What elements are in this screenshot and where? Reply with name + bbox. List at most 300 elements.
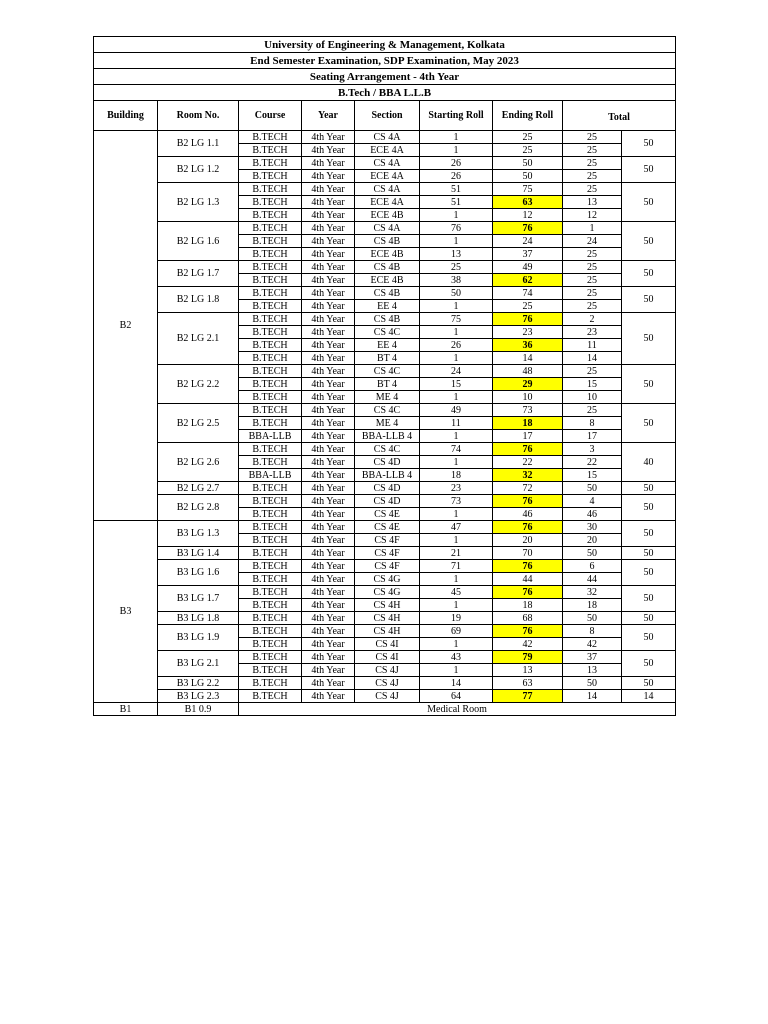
building-cell: B1 (94, 703, 158, 716)
room-total-cell: 50 (622, 287, 676, 313)
room-cell: B3 LG 2.1 (158, 651, 239, 677)
section-count-cell: 1 (563, 222, 622, 235)
table-row (94, 222, 676, 235)
section-count-cell: 23 (563, 326, 622, 339)
starting-roll-cell: 1 (420, 599, 493, 612)
starting-roll-cell: 1 (420, 430, 493, 443)
year-cell: 4th Year (302, 534, 355, 547)
section-cell: CS 4C (355, 404, 420, 417)
ending-roll-cell: 79 (493, 651, 563, 664)
year-cell: 4th Year (302, 430, 355, 443)
room-total-cell: 50 (622, 365, 676, 404)
section-cell: CS 4J (355, 664, 420, 677)
section-count-cell: 44 (563, 573, 622, 586)
starting-roll-cell: 50 (420, 287, 493, 300)
section-cell: CS 4E (355, 508, 420, 521)
section-count-cell: 10 (563, 391, 622, 404)
col-header-ending-roll: Ending Roll (493, 101, 563, 131)
course-cell: B.TECH (239, 209, 302, 222)
course-cell: B.TECH (239, 391, 302, 404)
seating-table (93, 36, 676, 716)
room-cell: B3 LG 1.3 (158, 521, 239, 547)
room-total-cell: 50 (622, 131, 676, 157)
starting-roll-cell: 1 (420, 235, 493, 248)
year-cell: 4th Year (302, 365, 355, 378)
course-cell: B.TECH (239, 326, 302, 339)
year-cell: 4th Year (302, 326, 355, 339)
ending-roll-cell: 23 (493, 326, 563, 339)
ending-roll-cell: 75 (493, 183, 563, 196)
ending-roll-cell: 76 (493, 222, 563, 235)
year-cell: 4th Year (302, 690, 355, 703)
year-cell: 4th Year (302, 404, 355, 417)
section-count-cell: 42 (563, 638, 622, 651)
course-cell: B.TECH (239, 339, 302, 352)
section-cell: ECE 4B (355, 248, 420, 261)
year-cell: 4th Year (302, 261, 355, 274)
ending-roll-cell: 17 (493, 430, 563, 443)
room-total-cell: 50 (622, 612, 676, 625)
year-cell: 4th Year (302, 573, 355, 586)
course-cell: B.TECH (239, 599, 302, 612)
section-cell: CS 4I (355, 638, 420, 651)
ending-roll-cell: 37 (493, 248, 563, 261)
section-cell: ECE 4A (355, 144, 420, 157)
room-cell: B3 LG 1.9 (158, 625, 239, 651)
starting-roll-cell: 1 (420, 326, 493, 339)
course-cell: B.TECH (239, 651, 302, 664)
course-cell: B.TECH (239, 300, 302, 313)
section-cell: CS 4B (355, 287, 420, 300)
section-count-cell: 12 (563, 209, 622, 222)
room-cell: B2 LG 2.7 (158, 482, 239, 495)
room-cell: B2 LG 1.6 (158, 222, 239, 261)
course-cell: BBA-LLB (239, 430, 302, 443)
starting-roll-cell: 1 (420, 144, 493, 157)
starting-roll-cell: 1 (420, 638, 493, 651)
room-total-cell: 50 (622, 222, 676, 261)
table-row (94, 183, 676, 196)
ending-roll-cell: 46 (493, 508, 563, 521)
ending-roll-cell: 25 (493, 300, 563, 313)
course-cell: B.TECH (239, 352, 302, 365)
year-cell: 4th Year (302, 612, 355, 625)
ending-roll-cell: 42 (493, 638, 563, 651)
table-row (94, 261, 676, 274)
section-cell: CS 4C (355, 443, 420, 456)
section-count-cell: 14 (563, 352, 622, 365)
ending-roll-cell: 44 (493, 573, 563, 586)
room-cell: B2 LG 1.7 (158, 261, 239, 287)
section-count-cell: 30 (563, 521, 622, 534)
course-cell: B.TECH (239, 378, 302, 391)
year-cell: 4th Year (302, 560, 355, 573)
starting-roll-cell: 76 (420, 222, 493, 235)
year-cell: 4th Year (302, 235, 355, 248)
course-cell: B.TECH (239, 248, 302, 261)
year-cell: 4th Year (302, 196, 355, 209)
year-cell: 4th Year (302, 664, 355, 677)
starting-roll-cell: 1 (420, 534, 493, 547)
room-cell: B2 LG 2.2 (158, 365, 239, 404)
room-total-cell: 50 (622, 651, 676, 677)
col-header-total: Total (563, 101, 676, 131)
starting-roll-cell: 1 (420, 664, 493, 677)
room-total-cell: 50 (622, 677, 676, 690)
year-cell: 4th Year (302, 586, 355, 599)
ending-roll-cell: 36 (493, 339, 563, 352)
starting-roll-cell: 74 (420, 443, 493, 456)
section-cell: BT 4 (355, 378, 420, 391)
course-cell: B.TECH (239, 690, 302, 703)
starting-roll-cell: 75 (420, 313, 493, 326)
room-cell: B3 LG 1.7 (158, 586, 239, 612)
starting-roll-cell: 14 (420, 677, 493, 690)
year-cell: 4th Year (302, 638, 355, 651)
section-cell: CS 4F (355, 560, 420, 573)
starting-roll-cell: 15 (420, 378, 493, 391)
year-cell: 4th Year (302, 248, 355, 261)
section-count-cell: 25 (563, 404, 622, 417)
section-count-cell: 20 (563, 534, 622, 547)
year-cell: 4th Year (302, 222, 355, 235)
starting-roll-cell: 49 (420, 404, 493, 417)
course-cell: B.TECH (239, 677, 302, 690)
section-count-cell: 25 (563, 365, 622, 378)
section-cell: BBA-LLB 4 (355, 469, 420, 482)
ending-roll-cell: 25 (493, 131, 563, 144)
building-cell: B3 (94, 521, 158, 703)
exam-title: End Semester Examination, SDP Examination, May 2023 (94, 53, 676, 69)
course-cell: B.TECH (239, 547, 302, 560)
table-row (94, 495, 676, 508)
room-total-cell: 50 (622, 586, 676, 612)
section-cell: CS 4F (355, 534, 420, 547)
section-cell: CS 4G (355, 586, 420, 599)
course-cell: B.TECH (239, 612, 302, 625)
ending-roll-cell: 62 (493, 274, 563, 287)
table-row (94, 313, 676, 326)
ending-roll-cell: 12 (493, 209, 563, 222)
section-cell: ECE 4A (355, 196, 420, 209)
course-cell: B.TECH (239, 443, 302, 456)
section-cell: CS 4I (355, 651, 420, 664)
ending-roll-cell: 32 (493, 469, 563, 482)
course-cell: B.TECH (239, 157, 302, 170)
section-count-cell: 13 (563, 664, 622, 677)
course-cell: B.TECH (239, 365, 302, 378)
section-count-cell: 15 (563, 469, 622, 482)
starting-roll-cell: 1 (420, 300, 493, 313)
ending-roll-cell: 49 (493, 261, 563, 274)
section-count-cell: 8 (563, 625, 622, 638)
program-title: B.Tech / BBA L.L.B (94, 85, 676, 101)
room-total-cell: 40 (622, 443, 676, 482)
section-cell: CS 4G (355, 573, 420, 586)
section-count-cell: 25 (563, 274, 622, 287)
starting-roll-cell: 43 (420, 651, 493, 664)
course-cell: B.TECH (239, 638, 302, 651)
year-cell: 4th Year (302, 378, 355, 391)
section-cell: CS 4C (355, 326, 420, 339)
section-count-cell: 3 (563, 443, 622, 456)
section-count-cell: 50 (563, 547, 622, 560)
room-cell: B3 LG 2.2 (158, 677, 239, 690)
starting-roll-cell: 26 (420, 170, 493, 183)
room-cell: B2 LG 2.1 (158, 313, 239, 365)
section-cell: CS 4D (355, 495, 420, 508)
course-cell: B.TECH (239, 170, 302, 183)
col-header-section: Section (355, 101, 420, 131)
section-count-cell: 17 (563, 430, 622, 443)
table-row (94, 560, 676, 573)
section-count-cell: 50 (563, 677, 622, 690)
ending-roll-cell: 63 (493, 196, 563, 209)
ending-roll-cell: 72 (493, 482, 563, 495)
room-total-cell: 50 (622, 404, 676, 443)
course-cell: B.TECH (239, 495, 302, 508)
section-cell: CS 4J (355, 690, 420, 703)
section-cell: ME 4 (355, 391, 420, 404)
ending-roll-cell: 68 (493, 612, 563, 625)
course-cell: B.TECH (239, 534, 302, 547)
section-cell: CS 4J (355, 677, 420, 690)
starting-roll-cell: 1 (420, 352, 493, 365)
ending-roll-cell: 50 (493, 157, 563, 170)
section-cell: CS 4A (355, 131, 420, 144)
section-count-cell: 50 (563, 612, 622, 625)
starting-roll-cell: 23 (420, 482, 493, 495)
course-cell: B.TECH (239, 261, 302, 274)
section-count-cell: 2 (563, 313, 622, 326)
starting-roll-cell: 11 (420, 417, 493, 430)
room-total-cell: 50 (622, 547, 676, 560)
section-cell: CS 4H (355, 625, 420, 638)
section-count-cell: 4 (563, 495, 622, 508)
room-total-cell: 50 (622, 560, 676, 586)
starting-roll-cell: 25 (420, 261, 493, 274)
room-cell: B1 0.9 (158, 703, 239, 716)
starting-roll-cell: 26 (420, 339, 493, 352)
course-cell: B.TECH (239, 183, 302, 196)
year-cell: 4th Year (302, 547, 355, 560)
course-cell: B.TECH (239, 404, 302, 417)
starting-roll-cell: 19 (420, 612, 493, 625)
university-title: University of Engineering & Management, Kolkata (94, 37, 676, 53)
starting-roll-cell: 51 (420, 196, 493, 209)
starting-roll-cell: 1 (420, 209, 493, 222)
starting-roll-cell: 21 (420, 547, 493, 560)
ending-roll-cell: 24 (493, 235, 563, 248)
year-cell: 4th Year (302, 599, 355, 612)
starting-roll-cell: 69 (420, 625, 493, 638)
course-cell: B.TECH (239, 560, 302, 573)
ending-roll-cell: 76 (493, 313, 563, 326)
table-row (94, 287, 676, 300)
section-count-cell: 25 (563, 144, 622, 157)
section-cell: CS 4B (355, 235, 420, 248)
course-cell: B.TECH (239, 222, 302, 235)
room-cell: B3 LG 1.8 (158, 612, 239, 625)
course-cell: BBA-LLB (239, 469, 302, 482)
starting-roll-cell: 51 (420, 183, 493, 196)
section-cell: BBA-LLB 4 (355, 430, 420, 443)
ending-roll-cell: 10 (493, 391, 563, 404)
section-count-cell: 46 (563, 508, 622, 521)
section-count-cell: 25 (563, 261, 622, 274)
table-row (94, 677, 676, 690)
section-count-cell: 25 (563, 157, 622, 170)
section-count-cell: 25 (563, 287, 622, 300)
room-total-cell: 50 (622, 482, 676, 495)
room-cell: B2 LG 1.8 (158, 287, 239, 313)
section-cell: ECE 4A (355, 170, 420, 183)
ending-roll-cell: 20 (493, 534, 563, 547)
starting-roll-cell: 64 (420, 690, 493, 703)
starting-roll-cell: 47 (420, 521, 493, 534)
section-count-cell: 11 (563, 339, 622, 352)
section-cell: CS 4A (355, 222, 420, 235)
section-cell: BT 4 (355, 352, 420, 365)
section-count-cell: 15 (563, 378, 622, 391)
section-count-cell: 13 (563, 196, 622, 209)
room-total-cell: 50 (622, 261, 676, 287)
section-cell: CS 4C (355, 365, 420, 378)
year-cell: 4th Year (302, 391, 355, 404)
year-cell: 4th Year (302, 300, 355, 313)
room-total-cell: 50 (622, 625, 676, 651)
section-count-cell: 50 (563, 482, 622, 495)
ending-roll-cell: 77 (493, 690, 563, 703)
room-cell: B2 LG 1.3 (158, 183, 239, 222)
year-cell: 4th Year (302, 651, 355, 664)
table-row (94, 521, 676, 534)
medical-room-note: Medical Room (239, 703, 676, 716)
table-row (94, 547, 676, 560)
table-row (94, 586, 676, 599)
room-total-cell: 14 (622, 690, 676, 703)
col-header-starting-roll: Starting Roll (420, 101, 493, 131)
section-count-cell: 22 (563, 456, 622, 469)
col-header-year: Year (302, 101, 355, 131)
room-cell: B2 LG 2.6 (158, 443, 239, 482)
section-cell: CS 4F (355, 547, 420, 560)
year-cell: 4th Year (302, 521, 355, 534)
course-cell: B.TECH (239, 287, 302, 300)
year-cell: 4th Year (302, 456, 355, 469)
room-total-cell: 50 (622, 183, 676, 222)
course-cell: B.TECH (239, 313, 302, 326)
ending-roll-cell: 48 (493, 365, 563, 378)
ending-roll-cell: 70 (493, 547, 563, 560)
course-cell: B.TECH (239, 508, 302, 521)
course-cell: B.TECH (239, 573, 302, 586)
room-cell: B2 LG 1.2 (158, 157, 239, 183)
section-count-cell: 32 (563, 586, 622, 599)
ending-roll-cell: 63 (493, 677, 563, 690)
ending-roll-cell: 76 (493, 586, 563, 599)
year-cell: 4th Year (302, 157, 355, 170)
table-row (94, 690, 676, 703)
starting-roll-cell: 1 (420, 391, 493, 404)
course-cell: B.TECH (239, 664, 302, 677)
ending-roll-cell: 76 (493, 521, 563, 534)
table-row (94, 365, 676, 378)
starting-roll-cell: 71 (420, 560, 493, 573)
table-row (94, 482, 676, 495)
ending-roll-cell: 74 (493, 287, 563, 300)
building-cell: B2 (94, 131, 158, 521)
course-cell: B.TECH (239, 482, 302, 495)
section-count-cell: 25 (563, 183, 622, 196)
section-count-cell: 25 (563, 300, 622, 313)
year-cell: 4th Year (302, 625, 355, 638)
col-header-room: Room No. (158, 101, 239, 131)
ending-roll-cell: 76 (493, 443, 563, 456)
section-cell: ECE 4B (355, 209, 420, 222)
year-cell: 4th Year (302, 313, 355, 326)
section-count-cell: 25 (563, 131, 622, 144)
starting-roll-cell: 1 (420, 508, 493, 521)
starting-roll-cell: 1 (420, 456, 493, 469)
table-row (94, 443, 676, 456)
starting-roll-cell: 1 (420, 573, 493, 586)
year-cell: 4th Year (302, 417, 355, 430)
course-cell: B.TECH (239, 144, 302, 157)
room-cell: B3 LG 1.4 (158, 547, 239, 560)
section-cell: CS 4B (355, 313, 420, 326)
section-count-cell: 14 (563, 690, 622, 703)
arrangement-title: Seating Arrangement - 4th Year (94, 69, 676, 85)
course-cell: B.TECH (239, 196, 302, 209)
ending-roll-cell: 22 (493, 456, 563, 469)
starting-roll-cell: 13 (420, 248, 493, 261)
section-cell: CS 4B (355, 261, 420, 274)
section-cell: CS 4H (355, 612, 420, 625)
section-count-cell: 37 (563, 651, 622, 664)
starting-roll-cell: 45 (420, 586, 493, 599)
section-cell: CS 4A (355, 183, 420, 196)
year-cell: 4th Year (302, 339, 355, 352)
year-cell: 4th Year (302, 209, 355, 222)
course-cell: B.TECH (239, 625, 302, 638)
year-cell: 4th Year (302, 508, 355, 521)
section-count-cell: 8 (563, 417, 622, 430)
room-total-cell: 50 (622, 313, 676, 365)
col-header-course: Course (239, 101, 302, 131)
year-cell: 4th Year (302, 443, 355, 456)
starting-roll-cell: 73 (420, 495, 493, 508)
course-cell: B.TECH (239, 235, 302, 248)
year-cell: 4th Year (302, 677, 355, 690)
table-row (94, 157, 676, 170)
ending-roll-cell: 25 (493, 144, 563, 157)
ending-roll-cell: 29 (493, 378, 563, 391)
year-cell: 4th Year (302, 144, 355, 157)
ending-roll-cell: 13 (493, 664, 563, 677)
course-cell: B.TECH (239, 274, 302, 287)
room-cell: B2 LG 2.8 (158, 495, 239, 521)
medical-room-row (94, 703, 676, 716)
table-row (94, 625, 676, 638)
starting-roll-cell: 1 (420, 131, 493, 144)
starting-roll-cell: 38 (420, 274, 493, 287)
course-cell: B.TECH (239, 417, 302, 430)
course-cell: B.TECH (239, 586, 302, 599)
ending-roll-cell: 14 (493, 352, 563, 365)
section-cell: CS 4D (355, 456, 420, 469)
table-row (94, 131, 676, 144)
